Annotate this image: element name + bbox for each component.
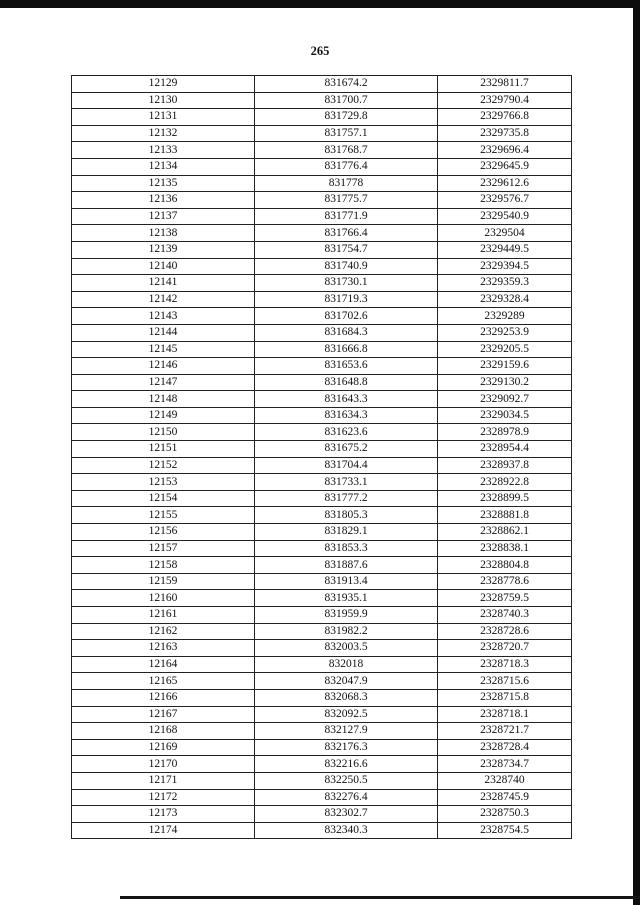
y-coordinate-cell: 2329576.7: [438, 192, 572, 209]
y-coordinate-cell: 2329092.7: [438, 391, 572, 408]
table-row: [72, 358, 572, 375]
x-coordinate-cell: 831702.6: [255, 308, 438, 325]
x-coordinate-cell: 831674.2: [255, 76, 438, 93]
table-row: [72, 739, 572, 756]
table-row: [72, 241, 572, 258]
table-row: [72, 756, 572, 773]
y-coordinate-cell: 2328728.6: [438, 623, 572, 640]
table-row: [72, 640, 572, 657]
y-coordinate-cell: 2328754.5: [438, 822, 572, 839]
point-id-cell: 12156: [72, 524, 255, 541]
table-row: [72, 424, 572, 441]
point-id-cell: 12152: [72, 457, 255, 474]
point-id-cell: 12143: [72, 308, 255, 325]
table-row: [72, 772, 572, 789]
y-coordinate-cell: 2328881.8: [438, 507, 572, 524]
table-row: [72, 208, 572, 225]
point-id-cell: 12168: [72, 723, 255, 740]
point-id-cell: 12138: [72, 225, 255, 242]
table-row: [72, 689, 572, 706]
point-id-cell: 12170: [72, 756, 255, 773]
point-id-cell: 12159: [72, 573, 255, 590]
point-id-cell: 12169: [72, 739, 255, 756]
x-coordinate-cell: 831771.9: [255, 208, 438, 225]
x-coordinate-cell: 831704.4: [255, 457, 438, 474]
x-coordinate-cell: 831700.7: [255, 92, 438, 109]
y-coordinate-cell: 2328899.5: [438, 490, 572, 507]
y-coordinate-cell: 2329449.5: [438, 241, 572, 258]
point-id-cell: 12164: [72, 656, 255, 673]
y-coordinate-cell: 2329811.7: [438, 76, 572, 93]
point-id-cell: 12157: [72, 540, 255, 557]
x-coordinate-cell: 831805.3: [255, 507, 438, 524]
x-coordinate-cell: 831768.7: [255, 142, 438, 159]
y-coordinate-cell: 2328750.3: [438, 806, 572, 823]
point-id-cell: 12173: [72, 806, 255, 823]
point-id-cell: 12149: [72, 407, 255, 424]
y-coordinate-cell: 2329034.5: [438, 407, 572, 424]
x-coordinate-cell: 831653.6: [255, 358, 438, 375]
point-id-cell: 12158: [72, 557, 255, 574]
x-coordinate-cell: 831730.1: [255, 275, 438, 292]
y-coordinate-cell: 2329359.3: [438, 275, 572, 292]
y-coordinate-cell: 2329735.8: [438, 125, 572, 142]
x-coordinate-cell: 832018: [255, 656, 438, 673]
y-coordinate-cell: 2328804.8: [438, 557, 572, 574]
y-coordinate-cell: 2328715.8: [438, 689, 572, 706]
y-coordinate-cell: 2329766.8: [438, 109, 572, 126]
table-row: [72, 341, 572, 358]
y-coordinate-cell: 2329289: [438, 308, 572, 325]
y-coordinate-cell: 2328838.1: [438, 540, 572, 557]
table-row: [72, 175, 572, 192]
scan-border-top: [0, 0, 640, 8]
point-id-cell: 12153: [72, 474, 255, 491]
y-coordinate-cell: 2328978.9: [438, 424, 572, 441]
point-id-cell: 12141: [72, 275, 255, 292]
x-coordinate-cell: 831777.2: [255, 490, 438, 507]
y-coordinate-cell: 2328937.8: [438, 457, 572, 474]
y-coordinate-cell: 2329205.5: [438, 341, 572, 358]
x-coordinate-cell: 832216.6: [255, 756, 438, 773]
x-coordinate-cell: 831757.1: [255, 125, 438, 142]
y-coordinate-cell: 2329540.9: [438, 208, 572, 225]
x-coordinate-cell: 831959.9: [255, 607, 438, 624]
x-coordinate-cell: 831666.8: [255, 341, 438, 358]
x-coordinate-cell: 831766.4: [255, 225, 438, 242]
x-coordinate-cell: 831778: [255, 175, 438, 192]
table-row: [72, 607, 572, 624]
table-row: [72, 92, 572, 109]
x-coordinate-cell: 831935.1: [255, 590, 438, 607]
x-coordinate-cell: 831982.2: [255, 623, 438, 640]
y-coordinate-cell: 2329159.6: [438, 358, 572, 375]
point-id-cell: 12145: [72, 341, 255, 358]
table-row: [72, 308, 572, 325]
point-id-cell: 12139: [72, 241, 255, 258]
y-coordinate-cell: 2328922.8: [438, 474, 572, 491]
point-id-cell: 12155: [72, 507, 255, 524]
table-row: [72, 275, 572, 292]
point-id-cell: 12163: [72, 640, 255, 657]
x-coordinate-cell: 832068.3: [255, 689, 438, 706]
y-coordinate-cell: 2329394.5: [438, 258, 572, 275]
x-coordinate-cell: 831913.4: [255, 573, 438, 590]
y-coordinate-cell: 2328740.3: [438, 607, 572, 624]
point-id-cell: 12129: [72, 76, 255, 93]
scan-border-right: [633, 0, 640, 905]
x-coordinate-cell: 832092.5: [255, 706, 438, 723]
y-coordinate-cell: 2328745.9: [438, 789, 572, 806]
point-id-cell: 12144: [72, 324, 255, 341]
point-id-cell: 12162: [72, 623, 255, 640]
x-coordinate-cell: 831733.1: [255, 474, 438, 491]
y-coordinate-cell: 2329130.2: [438, 374, 572, 391]
x-coordinate-cell: 831675.2: [255, 441, 438, 458]
point-id-cell: 12142: [72, 291, 255, 308]
y-coordinate-cell: 2329790.4: [438, 92, 572, 109]
point-id-cell: 12174: [72, 822, 255, 839]
y-coordinate-cell: 2328759.5: [438, 590, 572, 607]
coordinate-table: [71, 75, 572, 839]
point-id-cell: 12147: [72, 374, 255, 391]
table-row: [72, 441, 572, 458]
x-coordinate-cell: 832176.3: [255, 739, 438, 756]
x-coordinate-cell: 831775.7: [255, 192, 438, 209]
x-coordinate-cell: 831634.3: [255, 407, 438, 424]
point-id-cell: 12134: [72, 158, 255, 175]
point-id-cell: 12172: [72, 789, 255, 806]
table-row: [72, 822, 572, 839]
y-coordinate-cell: 2328715.6: [438, 673, 572, 690]
x-coordinate-cell: 832250.5: [255, 772, 438, 789]
coordinate-table-body: [72, 76, 572, 839]
point-id-cell: 12130: [72, 92, 255, 109]
table-row: [72, 673, 572, 690]
x-coordinate-cell: 831887.6: [255, 557, 438, 574]
y-coordinate-cell: 2329612.6: [438, 175, 572, 192]
y-coordinate-cell: 2329645.9: [438, 158, 572, 175]
x-coordinate-cell: 832003.5: [255, 640, 438, 657]
point-id-cell: 12132: [72, 125, 255, 142]
point-id-cell: 12165: [72, 673, 255, 690]
table-row: [72, 142, 572, 159]
table-row: [72, 225, 572, 242]
x-coordinate-cell: 832127.9: [255, 723, 438, 740]
y-coordinate-cell: 2328862.1: [438, 524, 572, 541]
point-id-cell: 12137: [72, 208, 255, 225]
table-row: [72, 490, 572, 507]
point-id-cell: 12151: [72, 441, 255, 458]
y-coordinate-cell: 2328718.1: [438, 706, 572, 723]
table-row: [72, 806, 572, 823]
point-id-cell: 12161: [72, 607, 255, 624]
point-id-cell: 12167: [72, 706, 255, 723]
table-row: [72, 374, 572, 391]
table-row: [72, 656, 572, 673]
y-coordinate-cell: 2328740: [438, 772, 572, 789]
table-row: [72, 573, 572, 590]
table-row: [72, 723, 572, 740]
point-id-cell: 12160: [72, 590, 255, 607]
point-id-cell: 12131: [72, 109, 255, 126]
y-coordinate-cell: 2328728.4: [438, 739, 572, 756]
point-id-cell: 12133: [72, 142, 255, 159]
y-coordinate-cell: 2328734.7: [438, 756, 572, 773]
scan-border-bottom: [120, 896, 640, 899]
point-id-cell: 12135: [72, 175, 255, 192]
table-row: [72, 623, 572, 640]
x-coordinate-cell: 832340.3: [255, 822, 438, 839]
table-row: [72, 590, 572, 607]
table-row: [72, 540, 572, 557]
x-coordinate-cell: 831776.4: [255, 158, 438, 175]
table-row: [72, 457, 572, 474]
x-coordinate-cell: 831643.3: [255, 391, 438, 408]
x-coordinate-cell: 831684.3: [255, 324, 438, 341]
point-id-cell: 12166: [72, 689, 255, 706]
x-coordinate-cell: 831648.8: [255, 374, 438, 391]
page-number: 265: [310, 44, 330, 58]
point-id-cell: 12171: [72, 772, 255, 789]
x-coordinate-cell: 831729.8: [255, 109, 438, 126]
x-coordinate-cell: 832276.4: [255, 789, 438, 806]
point-id-cell: 12136: [72, 192, 255, 209]
point-id-cell: 12150: [72, 424, 255, 441]
table-row: [72, 158, 572, 175]
y-coordinate-cell: 2328778.6: [438, 573, 572, 590]
y-coordinate-cell: 2329696.4: [438, 142, 572, 159]
table-row: [72, 258, 572, 275]
point-id-cell: 12154: [72, 490, 255, 507]
y-coordinate-cell: 2329504: [438, 225, 572, 242]
x-coordinate-cell: 832302.7: [255, 806, 438, 823]
table-row: [72, 391, 572, 408]
y-coordinate-cell: 2328954.4: [438, 441, 572, 458]
x-coordinate-cell: 831754.7: [255, 241, 438, 258]
x-coordinate-cell: 831853.3: [255, 540, 438, 557]
y-coordinate-cell: 2328718.3: [438, 656, 572, 673]
table-row: [72, 557, 572, 574]
table-row: [72, 76, 572, 93]
x-coordinate-cell: 831740.9: [255, 258, 438, 275]
table-row: [72, 109, 572, 126]
table-row: [72, 407, 572, 424]
x-coordinate-cell: 831829.1: [255, 524, 438, 541]
y-coordinate-cell: 2329328.4: [438, 291, 572, 308]
table-row: [72, 324, 572, 341]
point-id-cell: 12140: [72, 258, 255, 275]
y-coordinate-cell: 2328720.7: [438, 640, 572, 657]
table-row: [72, 789, 572, 806]
x-coordinate-cell: 831623.6: [255, 424, 438, 441]
table-row: [72, 507, 572, 524]
y-coordinate-cell: 2328721.7: [438, 723, 572, 740]
point-id-cell: 12148: [72, 391, 255, 408]
table-row: [72, 125, 572, 142]
table-row: [72, 524, 572, 541]
table-row: [72, 706, 572, 723]
table-row: [72, 474, 572, 491]
x-coordinate-cell: 831719.3: [255, 291, 438, 308]
y-coordinate-cell: 2329253.9: [438, 324, 572, 341]
point-id-cell: 12146: [72, 358, 255, 375]
table-row: [72, 291, 572, 308]
x-coordinate-cell: 832047.9: [255, 673, 438, 690]
table-row: [72, 192, 572, 209]
